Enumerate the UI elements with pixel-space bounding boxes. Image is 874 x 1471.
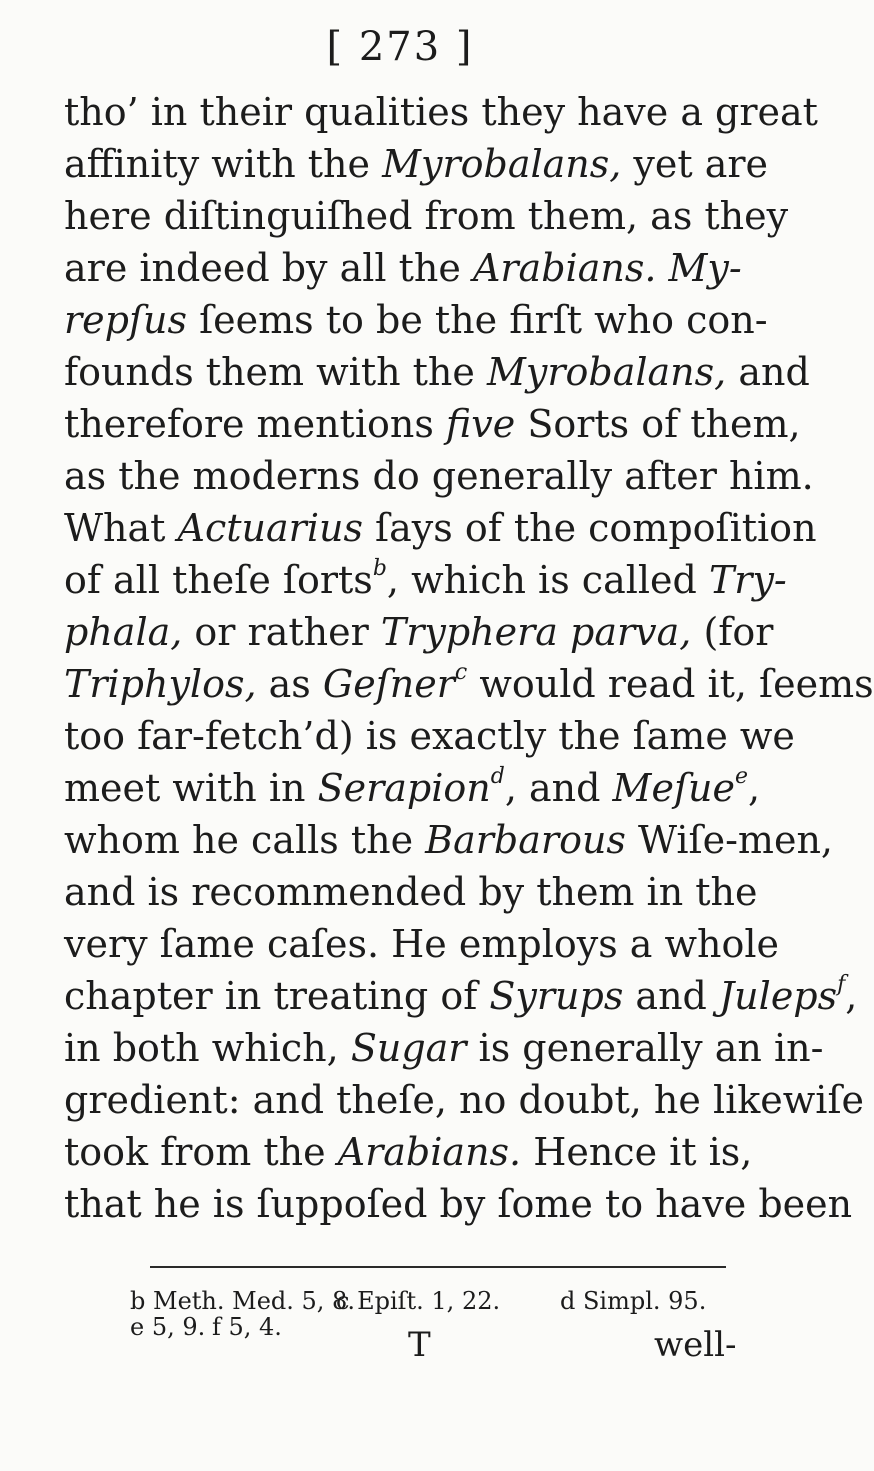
text-line <box>64 710 795 762</box>
text-run: of all theſe ſorts <box>64 558 373 602</box>
text-run: chapter in treating of <box>64 974 490 1018</box>
text-line <box>64 346 810 398</box>
text-line <box>64 606 774 658</box>
italic-run: Triphylos, <box>64 662 257 706</box>
text-run: is generally an in- <box>466 1026 824 1070</box>
catchword: well- <box>654 1325 737 1365</box>
text-line <box>64 398 801 450</box>
footnote-rule <box>150 1266 726 1268</box>
text-run: (for <box>691 610 774 654</box>
footnote-ref: d <box>490 764 505 790</box>
text-run: Wiſe-men, <box>625 818 834 862</box>
text-run: are indeed by all the <box>64 246 473 290</box>
text-run: yet are <box>621 142 769 186</box>
italic-run: Myrobalans, <box>486 350 727 394</box>
italic-run: five <box>445 402 516 446</box>
italic-run: Geſner <box>322 662 455 706</box>
text-run: took from the <box>64 1130 338 1174</box>
text-run: ſays of the compoſition <box>362 506 817 550</box>
text-line <box>64 1126 753 1178</box>
italic-run: Meſue <box>612 766 735 810</box>
text-run: gredient: and theſe, no doubt, he likewiſe <box>64 1078 865 1122</box>
text-line <box>64 970 858 1022</box>
text-line <box>64 242 742 294</box>
italic-run: Juleps <box>718 974 838 1018</box>
text-line <box>64 86 818 138</box>
signature-mark: T <box>408 1325 431 1365</box>
text-run <box>656 246 668 290</box>
text-line <box>64 190 789 242</box>
text-run: , <box>845 974 858 1018</box>
italic-run: Arabians. <box>472 246 657 290</box>
text-run: as <box>256 662 323 706</box>
text-run: or rather <box>182 610 381 654</box>
italic-run: Myrobalans, <box>382 142 622 186</box>
body-text <box>64 86 874 1230</box>
page-number: [ 273 ] <box>326 24 474 70</box>
text-run: that he is ſuppoſed by ſome to have been <box>64 1182 853 1226</box>
text-run: here diſtinguiſhed from them, as they <box>64 194 789 238</box>
text-run: whom he calls the <box>64 818 426 862</box>
italic-run: repſus <box>64 298 188 342</box>
text-line <box>64 294 768 346</box>
text-line <box>64 502 817 554</box>
text-run: affinity with the <box>64 142 383 186</box>
text-line <box>64 450 814 502</box>
text-run: very ſame caſes. He employs a whole <box>64 922 780 966</box>
footnote-ref: c <box>454 660 468 686</box>
text-line <box>64 918 780 970</box>
italic-run: Barbarous <box>425 818 626 862</box>
footnote-e: e 5, 9. <box>130 1313 206 1341</box>
italic-run: Actuarius <box>177 506 363 550</box>
text-line <box>64 658 874 710</box>
footnote-f: f 5, 4. <box>212 1313 282 1341</box>
footnote-ref: f <box>837 972 846 998</box>
text-line <box>64 1178 853 1230</box>
italic-run: Tryphera parva, <box>380 610 692 654</box>
text-line <box>64 138 769 190</box>
text-run: Sorts of them, <box>515 402 801 446</box>
text-run: Hence it is, <box>521 1130 753 1174</box>
text-run: ſeems to be the firſt who con- <box>187 298 768 342</box>
italic-run: Try- <box>708 558 787 602</box>
text-run: , which is called <box>386 558 709 602</box>
italic-run: phala, <box>64 610 183 654</box>
text-run: meet with in <box>64 766 318 810</box>
text-run: and <box>623 974 719 1018</box>
text-run: , <box>748 766 761 810</box>
italic-run: Syrups <box>489 974 624 1018</box>
text-line <box>64 866 758 918</box>
italic-run: Arabians. <box>337 1130 522 1174</box>
text-run: and is recommended by them in the <box>64 870 758 914</box>
text-line <box>64 1022 824 1074</box>
text-run: too far-fetch’d) is exactly the ſame we <box>64 714 795 758</box>
footnote-c: c Epiſt. 1, 22. <box>336 1287 501 1315</box>
footnote-b: b Meth. Med. 5, 8. <box>130 1287 355 1315</box>
text-line <box>64 814 834 866</box>
text-line <box>64 762 761 814</box>
text-run: and <box>726 350 810 394</box>
text-line <box>64 554 787 606</box>
text-run: as the moderns do generally after him. <box>64 454 814 498</box>
italic-run: Serapion <box>317 766 491 810</box>
footnote-ref: b <box>372 556 387 582</box>
text-run: founds them with the <box>64 350 487 394</box>
text-run: would read it, ſeems <box>467 662 874 706</box>
text-line <box>64 1074 865 1126</box>
text-run: therefore mentions <box>64 402 446 446</box>
footnote-ref: e <box>734 764 749 790</box>
footnote-d: d Simpl. 95. <box>560 1287 707 1315</box>
text-run: What <box>64 506 178 550</box>
italic-run: Sugar <box>350 1026 467 1070</box>
text-run: in both which, <box>64 1026 351 1070</box>
italic-run: My- <box>668 246 742 290</box>
text-run: tho’ in their qualities they have a great <box>64 90 818 134</box>
text-run: , and <box>504 766 613 810</box>
